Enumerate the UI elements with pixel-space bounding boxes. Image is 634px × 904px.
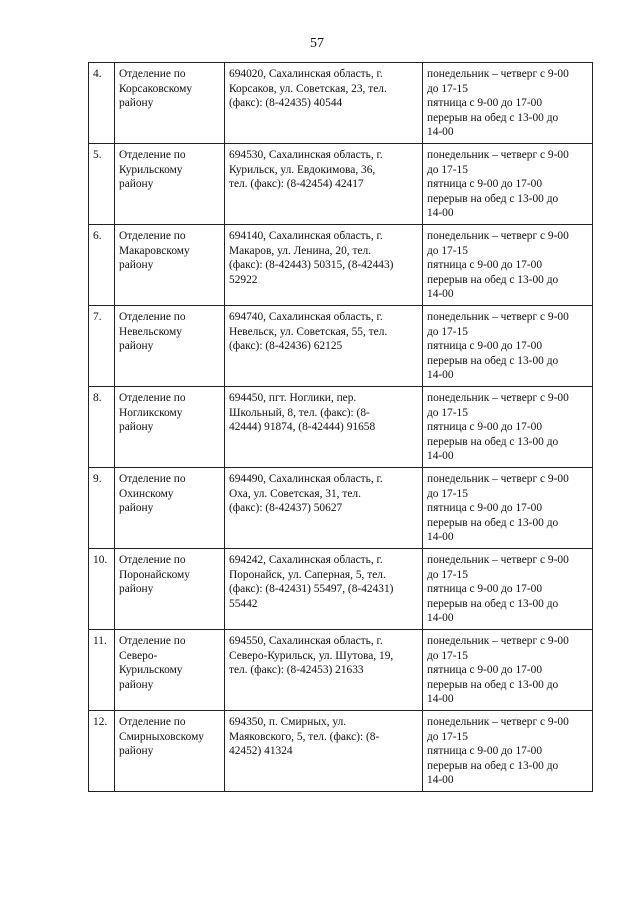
office-hours: понедельник – четверг с 9-00 до 17-15 пятница с 9-00 до 17-00 перерыв на обед с 13-00 до 14-00 xyxy=(427,311,569,382)
office-hours-cell xyxy=(423,387,593,468)
office-hours-cell xyxy=(423,630,593,711)
office-name: Отделение по Поронайскому району xyxy=(119,554,190,596)
office-address: 694450, пгт. Ноглики, пер. Школьный, 8, тел. (факс): (8- 42444) 91874, (8-42444) 91658 xyxy=(229,392,376,434)
table-row xyxy=(89,468,593,549)
office-name: Отделение по Корсаковскому району xyxy=(119,68,193,110)
table-row xyxy=(89,387,593,468)
office-hours-cell xyxy=(423,306,593,387)
row-number-cell xyxy=(89,630,115,711)
office-address: 694490, Сахалинская область, г. Оха, ул. Советская, 31, тел. (факс): (8-42437) 50627 xyxy=(229,473,383,515)
office-hours: понедельник – четверг с 9-00 до 17-15 пятница с 9-00 до 17-00 перерыв на обед с 13-00 до 14-00 xyxy=(427,68,569,139)
office-hours: понедельник – четверг с 9-00 до 17-15 пятница с 9-00 до 17-00 перерыв на обед с 13-00 до 14-00 xyxy=(427,149,569,220)
table-row xyxy=(89,63,593,144)
office-address-cell xyxy=(225,549,423,630)
row-number: 12. xyxy=(93,716,108,728)
office-hours: понедельник – четверг с 9-00 до 17-15 пятница с 9-00 до 17-00 перерыв на обед с 13-00 до 14-00 xyxy=(427,473,569,544)
table-row xyxy=(89,549,593,630)
row-number-cell xyxy=(89,225,115,306)
office-address-cell xyxy=(225,387,423,468)
office-name-cell xyxy=(115,387,225,468)
table-row xyxy=(89,630,593,711)
office-address: 694020, Сахалинская область, г. Корсаков, ул. Советская, 23, тел. (факс): (8-42435) 40544 xyxy=(229,68,387,110)
row-number-cell xyxy=(89,63,115,144)
office-address: 694530, Сахалинская область, г. Курильск, ул. Евдокимова, 36, тел. (факс): (8-42454) 42417 xyxy=(229,149,383,191)
office-hours: понедельник – четверг с 9-00 до 17-15 пятница с 9-00 до 17-00 перерыв на обед с 13-00 до 14-00 xyxy=(427,392,569,463)
table-row xyxy=(89,225,593,306)
office-name: Отделение по Макаровскому району xyxy=(119,230,190,272)
row-number-cell xyxy=(89,387,115,468)
row-number-cell xyxy=(89,711,115,792)
row-number-cell xyxy=(89,144,115,225)
office-hours-cell xyxy=(423,144,593,225)
office-address: 694350, п. Смирных, ул. Маяковского, 5, тел. (факс): (8- 42452) 41324 xyxy=(229,716,380,758)
office-hours-cell xyxy=(423,711,593,792)
office-name: Отделение по Охинскому району xyxy=(119,473,186,515)
office-address: 694140, Сахалинская область, г. Макаров, ул. Ленина, 20, тел. (факс): (8-42443) 50315, (8-42443) 52922 xyxy=(229,230,394,286)
office-name: Отделение по Невельскому району xyxy=(119,311,186,353)
table-row xyxy=(89,144,593,225)
office-address: 694550, Сахалинская область, г. Северо-Курильск, ул. Шутова, 19, тел. (факс): (8-42453) 21633 xyxy=(229,635,394,677)
office-name-cell xyxy=(115,306,225,387)
row-number-cell xyxy=(89,306,115,387)
office-name-cell xyxy=(115,630,225,711)
office-hours: понедельник – четверг с 9-00 до 17-15 пятница с 9-00 до 17-00 перерыв на обед с 13-00 до 14-00 xyxy=(427,554,569,625)
row-number: 7. xyxy=(93,311,102,323)
office-address-cell xyxy=(225,630,423,711)
office-address: 694242, Сахалинская область, г. Поронайск, ул. Саперная, 5, тел. (факс): (8-42431) 55497, (8-42431) 55442 xyxy=(229,554,394,610)
row-number-cell xyxy=(89,549,115,630)
office-name-cell xyxy=(115,63,225,144)
office-name-cell xyxy=(115,711,225,792)
office-address-cell xyxy=(225,468,423,549)
office-hours: понедельник – четверг с 9-00 до 17-15 пятница с 9-00 до 17-00 перерыв на обед с 13-00 до 14-00 xyxy=(427,716,569,787)
row-number: 8. xyxy=(93,392,102,404)
office-name-cell xyxy=(115,549,225,630)
office-address-cell xyxy=(225,711,423,792)
row-number: 9. xyxy=(93,473,102,485)
page-number: 57 xyxy=(310,36,324,51)
row-number: 4. xyxy=(93,68,102,80)
office-hours-cell xyxy=(423,225,593,306)
office-name: Отделение по Курильскому району xyxy=(119,149,186,191)
office-hours-cell xyxy=(423,63,593,144)
table-row xyxy=(89,306,593,387)
office-address-cell xyxy=(225,144,423,225)
office-name: Отделение по Северо- Курильскому району xyxy=(119,635,186,691)
office-name: Отделение по Ногликскому району xyxy=(119,392,186,434)
office-address-cell xyxy=(225,63,423,144)
offices-table-body xyxy=(89,63,593,792)
office-name-cell xyxy=(115,468,225,549)
row-number: 11. xyxy=(93,635,107,647)
row-number: 5. xyxy=(93,149,102,161)
office-hours-cell xyxy=(423,468,593,549)
office-address: 694740, Сахалинская область, г. Невельск, ул. Советская, 55, тел. (факс): (8-42436) 62125 xyxy=(229,311,388,353)
office-hours: понедельник – четверг с 9-00 до 17-15 пятница с 9-00 до 17-00 перерыв на обед с 13-00 до 14-00 xyxy=(427,230,569,301)
offices-table xyxy=(88,62,593,792)
office-address-cell xyxy=(225,225,423,306)
row-number: 10. xyxy=(93,554,108,566)
office-name-cell xyxy=(115,144,225,225)
office-address-cell xyxy=(225,306,423,387)
office-hours: понедельник – четверг с 9-00 до 17-15 пятница с 9-00 до 17-00 перерыв на обед с 13-00 до 14-00 xyxy=(427,635,569,706)
office-hours-cell xyxy=(423,549,593,630)
office-name: Отделение по Смирныховскому району xyxy=(119,716,205,758)
table-row xyxy=(89,711,593,792)
row-number: 6. xyxy=(93,230,102,242)
row-number-cell xyxy=(89,468,115,549)
office-name-cell xyxy=(115,225,225,306)
